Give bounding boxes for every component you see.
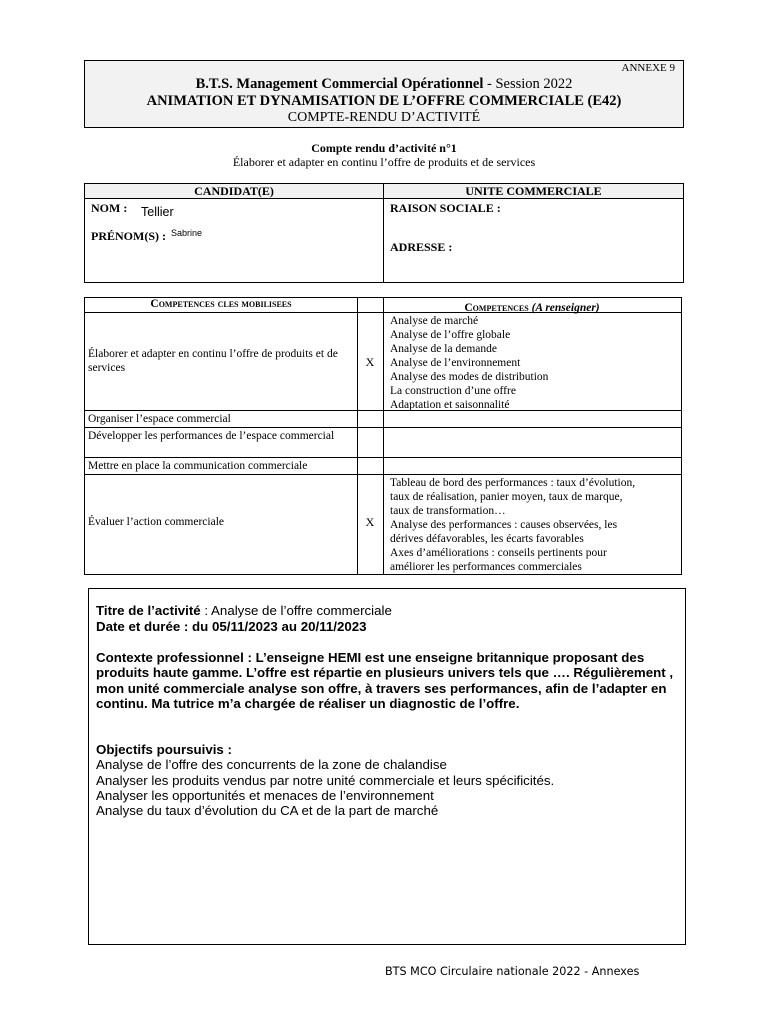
competence-row (85, 457, 681, 475)
candidat-header: CANDIDAT(E) (194, 184, 274, 198)
detail-item: améliorer les performances commerciales (390, 561, 582, 573)
detail-item: Analyse de la demande (390, 343, 497, 355)
activity-context: Contexte professionnel : L’enseigne HEMI est une enseigne britannique proposant des produits haute gamme. L’offre est répartie en plusieurs univers tels que …. Régulièrement , mon unité commerciale analyse son offre, à travers ses performances, afin de l’adapter en continu. Ma tutrice m’a chargée de réaliser un diagnostic de l’offre. (96, 650, 674, 711)
competences-header-label: Competences (464, 302, 532, 314)
report-title: Compte rendu d’activité n°1 (311, 141, 457, 155)
objective-item: Analyse de l’offre des concurrents de la zone de chalandise (96, 757, 447, 772)
detail-item: La construction d’une offre (390, 385, 516, 397)
competence-label: Organiser l’espace commercial (88, 413, 231, 425)
report-subtitle: Élaborer et adapter en continu l’offre de produits et de services (232, 155, 536, 169)
detail-item: Tableau de bord des performances : taux d’évolution, (390, 477, 636, 489)
competences-mobilisees-header: Competences cles mobilisees (150, 298, 292, 310)
detail-item: dérives défavorables, les écarts favorables (390, 533, 584, 545)
document-header (84, 60, 684, 128)
objectives-label: Objectifs poursuivis : (96, 742, 232, 757)
detail-item: Adaptation et saisonnalité (390, 399, 510, 411)
detail-item: Analyse de marché (390, 315, 479, 327)
competence-row (85, 312, 681, 411)
adresse-label: ADRESSE : (390, 240, 453, 254)
nom-label: NOM : (91, 201, 128, 215)
competence-row (85, 427, 681, 458)
competence-check[interactable]: X (365, 515, 375, 529)
objective-item: Analyse du taux d’évolution du CA et de la part de marché (96, 803, 439, 818)
header-line-3: COMPTE-RENDU D’ACTIVITÉ (287, 110, 481, 125)
competence-label: Mettre en place la communication commerciale (88, 460, 308, 472)
competence-details (390, 314, 548, 412)
activity-title-line (96, 603, 676, 618)
competences-table (84, 297, 682, 575)
header-session: - Session 2022 (483, 76, 573, 92)
activity-date: Date et durée : du 05/11/2023 au 20/11/2023 (96, 619, 367, 634)
competence-label: Élaborer et adapter en continu l’offre de produits et de services (88, 348, 338, 374)
page-footer: BTS MCO Circulaire nationale 2022 - Annexes (385, 965, 640, 978)
unite-header: UNITE COMMERCIALE (465, 184, 602, 198)
competence-row (85, 474, 681, 575)
detail-item: Axes d’améliorations : conseils pertinents pour (390, 547, 607, 559)
activity-box (88, 588, 686, 945)
detail-item: taux de transformation… (390, 505, 506, 517)
raison-sociale-label: RAISON SOCIALE : (390, 201, 501, 215)
detail-item: Analyse des performances : causes observées, les (390, 519, 618, 531)
objective-item: Analyser les opportunités et menaces de l’environnement (96, 788, 434, 803)
prenom-value[interactable]: Sabrine (171, 228, 203, 238)
divider (383, 184, 384, 282)
detail-item: taux de réalisation, panier moyen, taux de marque, (390, 491, 623, 503)
competence-details (390, 476, 635, 574)
detail-item: Analyse de l’offre globale (390, 329, 511, 341)
annexe-label: ANNEXE 9 (621, 62, 675, 74)
a-renseigner-label: (A renseigner) (531, 302, 600, 314)
competence-label: Évaluer l’action commerciale (88, 516, 225, 528)
competence-check[interactable]: X (365, 355, 375, 369)
nom-value[interactable]: Tellier (141, 205, 174, 219)
objective-item: Analyser les produits vendus par notre unité commerciale et leurs spécificités. (96, 773, 555, 788)
header-line-2: ANIMATION ET DYNAMISATION DE L’OFFRE COMMERCIALE (E42) (146, 93, 622, 109)
competence-row (85, 410, 681, 428)
activity-title-label: Titre de l’activité (96, 603, 201, 618)
detail-item: Analyse des modes de distribution (390, 371, 549, 383)
competence-label: Développer les performances de l’espace commercial (88, 430, 335, 442)
candidate-table (84, 183, 684, 283)
activity-title-value: : Analyse de l’offre commerciale (200, 603, 392, 618)
detail-item: Analyse de l’environnement (390, 357, 521, 369)
prenom-label: PRÉNOM(S) : (91, 229, 166, 243)
header-line-1 (85, 76, 683, 93)
header-bts-title: B.T.S. Management Commercial Opérationnel (195, 76, 484, 92)
